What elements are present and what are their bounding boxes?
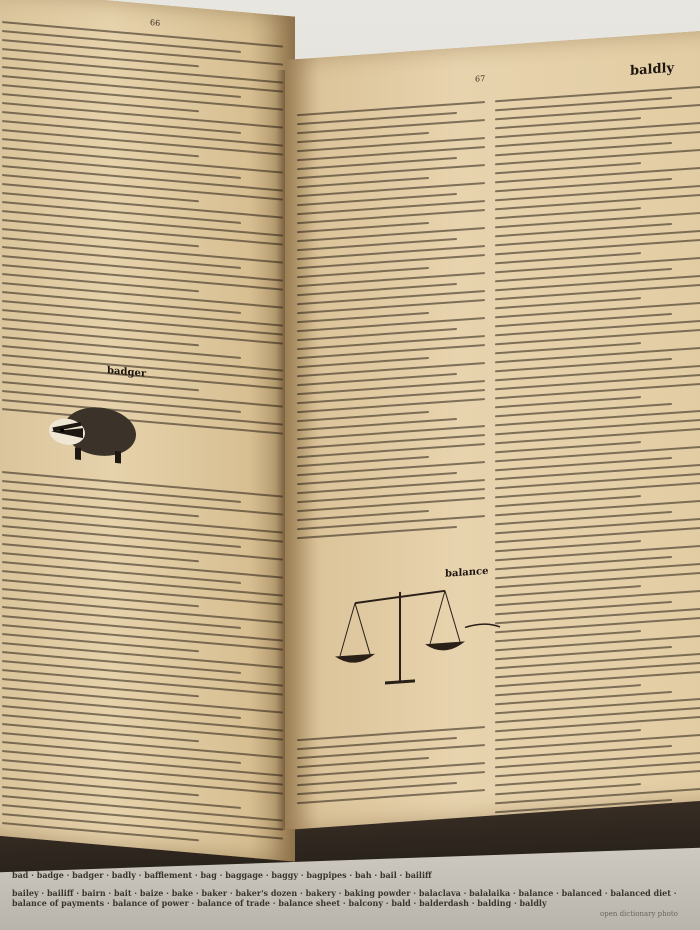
badger-illustration (45, 385, 140, 473)
right-text-column-1-lower (297, 726, 485, 811)
scales-illustration (315, 565, 505, 698)
left-headwords-list: bad · badge · badger · badly · bafflement · bag · baggage · baggy · bagpipes · bah · bail · bailiff (12, 870, 432, 880)
left-text-column-2 (2, 471, 283, 856)
left-page (0, 0, 295, 862)
right-page-number: 67 (475, 74, 486, 84)
right-headwords-list: bailey · bailiff · bairn · bait · baize · bake · baker · baker's dozen · bakery · baking powder · balaclava · balalaika · balance · balanced · balanced diet · balance of payments · balance of power · balance of trade · balance sheet · balcony · bald · balderdash · balding · baldly (12, 888, 677, 908)
right-guide-word: baldly (630, 60, 675, 79)
badger-picture-label: badger (107, 365, 147, 380)
right-text-column-2 (495, 86, 700, 830)
scene-kind: open dictionary photo (600, 910, 678, 918)
right-page (285, 30, 700, 830)
right-text-column-1 (297, 101, 485, 546)
balance-picture-label: balance (445, 565, 489, 580)
left-page-number: 66 (150, 17, 161, 28)
